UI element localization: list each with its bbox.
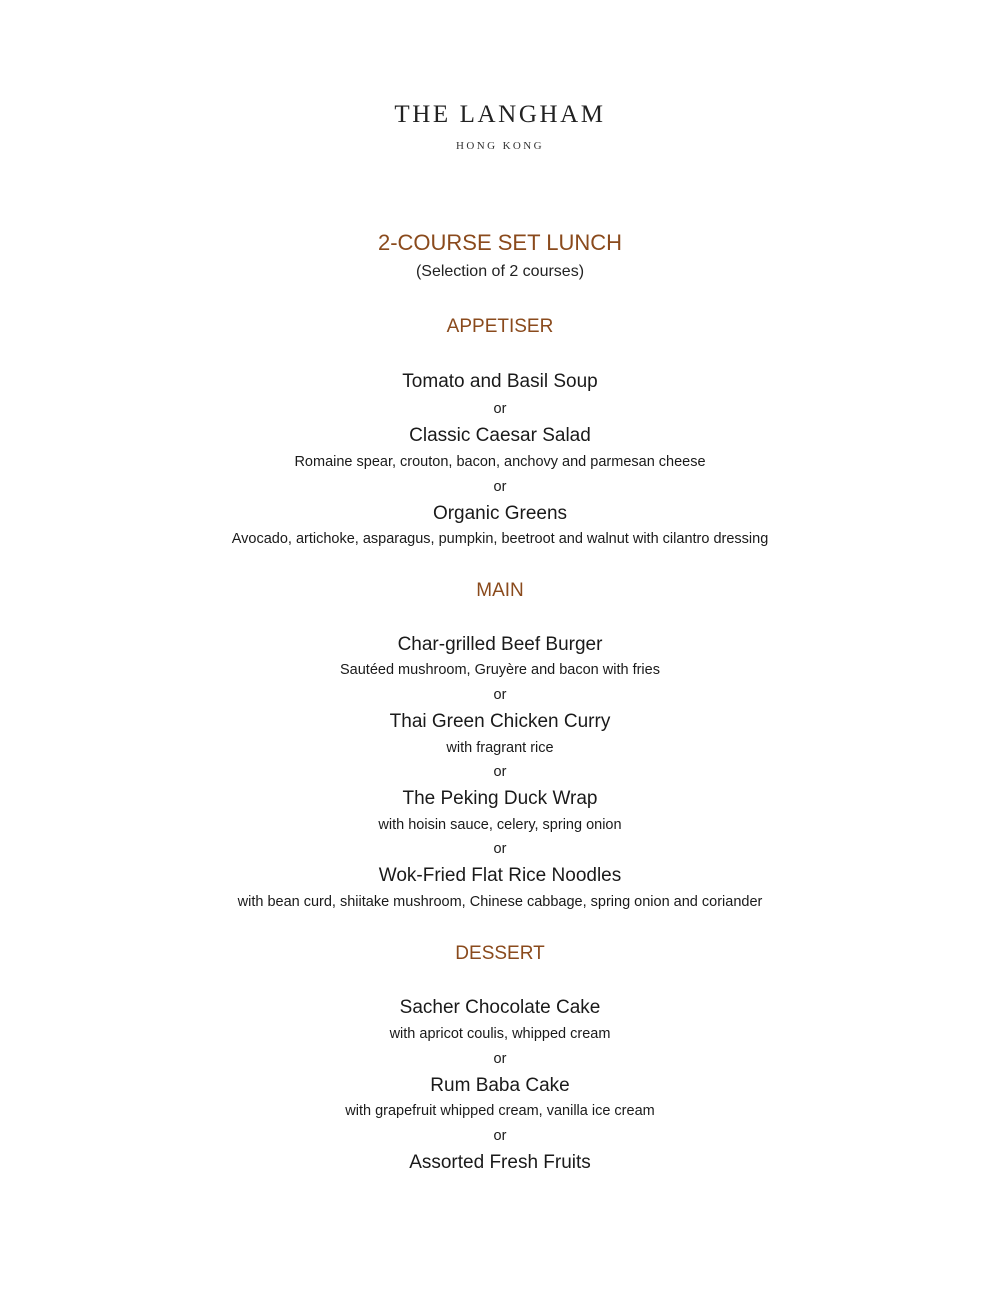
menu-subtitle: (Selection of 2 courses) bbox=[415, 263, 585, 280]
or-separator: or bbox=[493, 841, 507, 857]
dish-name: Thai Green Chicken Curry bbox=[389, 711, 611, 732]
section-title-appetiser: APPETISER bbox=[446, 316, 554, 337]
dish-description: with bean curd, shiitake mushroom, Chinese cabbage, spring onion and coriander bbox=[237, 894, 763, 910]
dish-description: with apricot coulis, whipped cream bbox=[389, 1026, 611, 1042]
dish-description: with grapefruit whipped cream, vanilla ice cream bbox=[345, 1103, 655, 1119]
dish-name: Tomato and Basil Soup bbox=[402, 371, 598, 392]
dish-name: Char-grilled Beef Burger bbox=[397, 634, 603, 655]
or-separator: or bbox=[493, 764, 507, 780]
dish-name: Rum Baba Cake bbox=[430, 1075, 570, 1096]
dish-description: with fragrant rice bbox=[446, 740, 554, 756]
dish-description: Romaine spear, crouton, bacon, anchovy and parmesan cheese bbox=[294, 454, 706, 470]
dish-name: Organic Greens bbox=[432, 503, 568, 524]
dish-name: The Peking Duck Wrap bbox=[402, 788, 598, 809]
or-separator: or bbox=[493, 479, 507, 495]
dish-name: Classic Caesar Salad bbox=[409, 425, 591, 446]
or-separator: or bbox=[493, 1051, 507, 1067]
or-separator: or bbox=[493, 401, 507, 417]
brand-city: HONG KONG bbox=[456, 140, 544, 152]
section-title-main: MAIN bbox=[476, 580, 524, 601]
section-title-dessert: DESSERT bbox=[455, 943, 545, 964]
dish-description: Sautéed mushroom, Gruyère and bacon with fries bbox=[340, 662, 660, 678]
dish-name: Assorted Fresh Fruits bbox=[409, 1152, 591, 1173]
menu-title: 2-COURSE SET LUNCH bbox=[377, 230, 623, 255]
or-separator: or bbox=[493, 687, 507, 703]
dish-name: Sacher Chocolate Cake bbox=[399, 997, 601, 1018]
brand-name: THE LANGHAM bbox=[394, 101, 606, 128]
dish-name: Wok-Fried Flat Rice Noodles bbox=[378, 865, 622, 886]
or-separator: or bbox=[493, 1128, 507, 1144]
dish-description: Avocado, artichoke, asparagus, pumpkin, beetroot and walnut with cilantro dressing bbox=[231, 531, 769, 547]
dish-description: with hoisin sauce, celery, spring onion bbox=[378, 817, 622, 833]
